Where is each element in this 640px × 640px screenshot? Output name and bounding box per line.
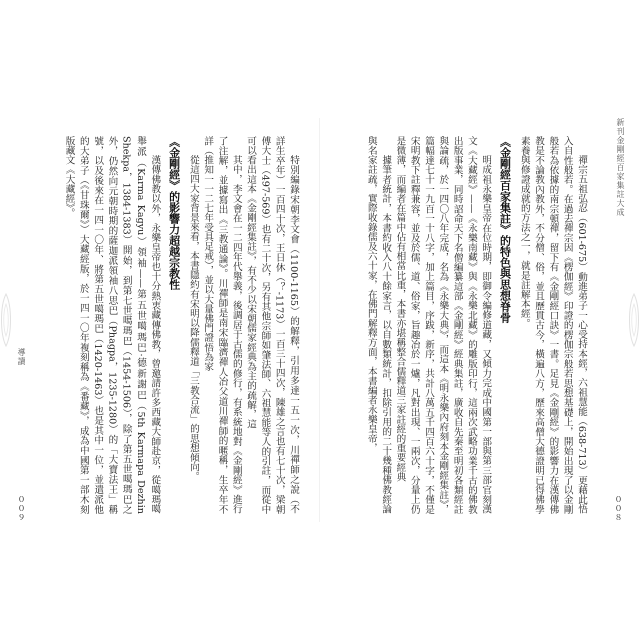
paragraph: 禪宗五祖弘忍（601-675）動進弟子一心受持本經，六祖慧能（638-713）更藉此悟入自性般若。在過去禪宗因《楞伽經》印證的楞伽宗般若思想基礎上，開始出現了以金剛般若為依據的南宗頓禪，留下有《金剛經口訣》一書。足見《金剛經》的影響力在漢傳佛教是不論教內教外，不分僧、俗，並且歷貫古今，橫遍八方，歷來高僧大德證明已得佛學素養與修證成就的方法之一，就是註解本經。 bbox=[518, 136, 587, 514]
right-page bbox=[328, 118, 628, 522]
body-text bbox=[48, 136, 300, 514]
book-spine bbox=[319, 118, 320, 522]
page-number: ００８ bbox=[614, 495, 623, 522]
paragraph: 據筆者統計，本書約收入八十餘家言，以自數類統計，扣除引用的二十幾種佛教經論與名家註疏，實際收錄儒及六十家，在佛門解釋方面，本書編者永樂皇帝， bbox=[365, 136, 392, 514]
paragraph: 特別編錄宋朝李文會（1100-1165）的解釋，引用多達一五一次，川禪師之說（不詳生卒年）一百四十次，王日休（？-1173）一百三十四次，陳雄之言也有七十次，梁朝傅大士（497-569）也有二十次，另有其他宗師如肇法師、六祖慧能等人的引註，而從中可以看出這本《金剛經集註》，有不少以宋朝儒家經典為主的疏解，這 bbox=[245, 136, 299, 514]
running-head: 新刊金剛經百家集註大成 bbox=[616, 118, 625, 217]
paragraph: 其中，李文會在一二四年代舉義，後調居于古儒的修行，有系統地對《金剛經》進行了注解，並據寫出《三教通論》。川禪師是南宋臨濟禪人冶父道川禪師的暱稱，生卒年不詳（推知一一二七年受具足戒），並以大量佛門證悟為家 bbox=[202, 136, 242, 514]
page-number: ００９ bbox=[17, 495, 26, 522]
body-text bbox=[350, 136, 588, 514]
running-head: 導讀 bbox=[17, 348, 26, 366]
lotus-ornament-icon bbox=[624, 292, 640, 348]
section-heading: 《金剛經百家集註》的特色與思想脊骨 bbox=[498, 136, 512, 323]
paragraph: 明成祖永樂皇帝在位時期，即御令編修道藏，又傾力完成中國第一部與第三部官刻漢文《大藏經》——《永樂南藏》與《永樂北藏》的雕版印行，這兩次武略功業千古的佛教出版事業，同時詔命天下名僧編纂這部《金剛經》經典集註，廣收自先秦至明初各類經註與論疏，於一四〇八年完成，名為《永樂大典》，而這本《明永樂內府刻本金剛經集註》，篇幅達七十一九百一十八字，加上篇目，序跋，新序，共計八萬五千四百六十字，不僅是宋明教下註釋兼容，並及於儒、道、俗家，旨趣冶於一爐，凡對出現、一兩次，分量上仍是微薄，而編者在篇中佔有相當比重，本書亦堪稱整合儒釋道三家註經的重要經典 bbox=[394, 136, 492, 514]
left-page bbox=[12, 118, 312, 522]
lotus-ornament-icon bbox=[0, 292, 16, 348]
paragraph: 漢傳佛教以外，永樂皇帝也十分熱衷藏傳佛教，曾邀請許多西藏大師赴京，從噶瑪噶舉派（Karma Kagyu）領袖——第五世噶瑪巴‧德新謝巴（5th Karmapa Dezhin Shekpa，1384-1383）開始，到第七世噶瑪巴（1454-1506），除了第五世噶瑪巴之外，仍然向元朝時期的薩迦派領袖八思巴（Phagpa，1235-1280）的「大寶法王」稱號，以及後來在一四一〇年、將第五世噶瑪巴（1420-1463）也是其中一位，並遣派他的大弟子（《甘珠爾》）大藏經版，於一四一〇年複刻稱為《番藏》，成為中國第一部木刻版藏文《大藏經》。 bbox=[63, 136, 161, 514]
paragraph: 從這四大家背景來看，本書隱約有宋明以降儒釋道「三教合流」的思想傾向。 bbox=[187, 155, 199, 482]
section-heading: 《金剛經》的影響力超越宗教性 bbox=[167, 136, 181, 290]
